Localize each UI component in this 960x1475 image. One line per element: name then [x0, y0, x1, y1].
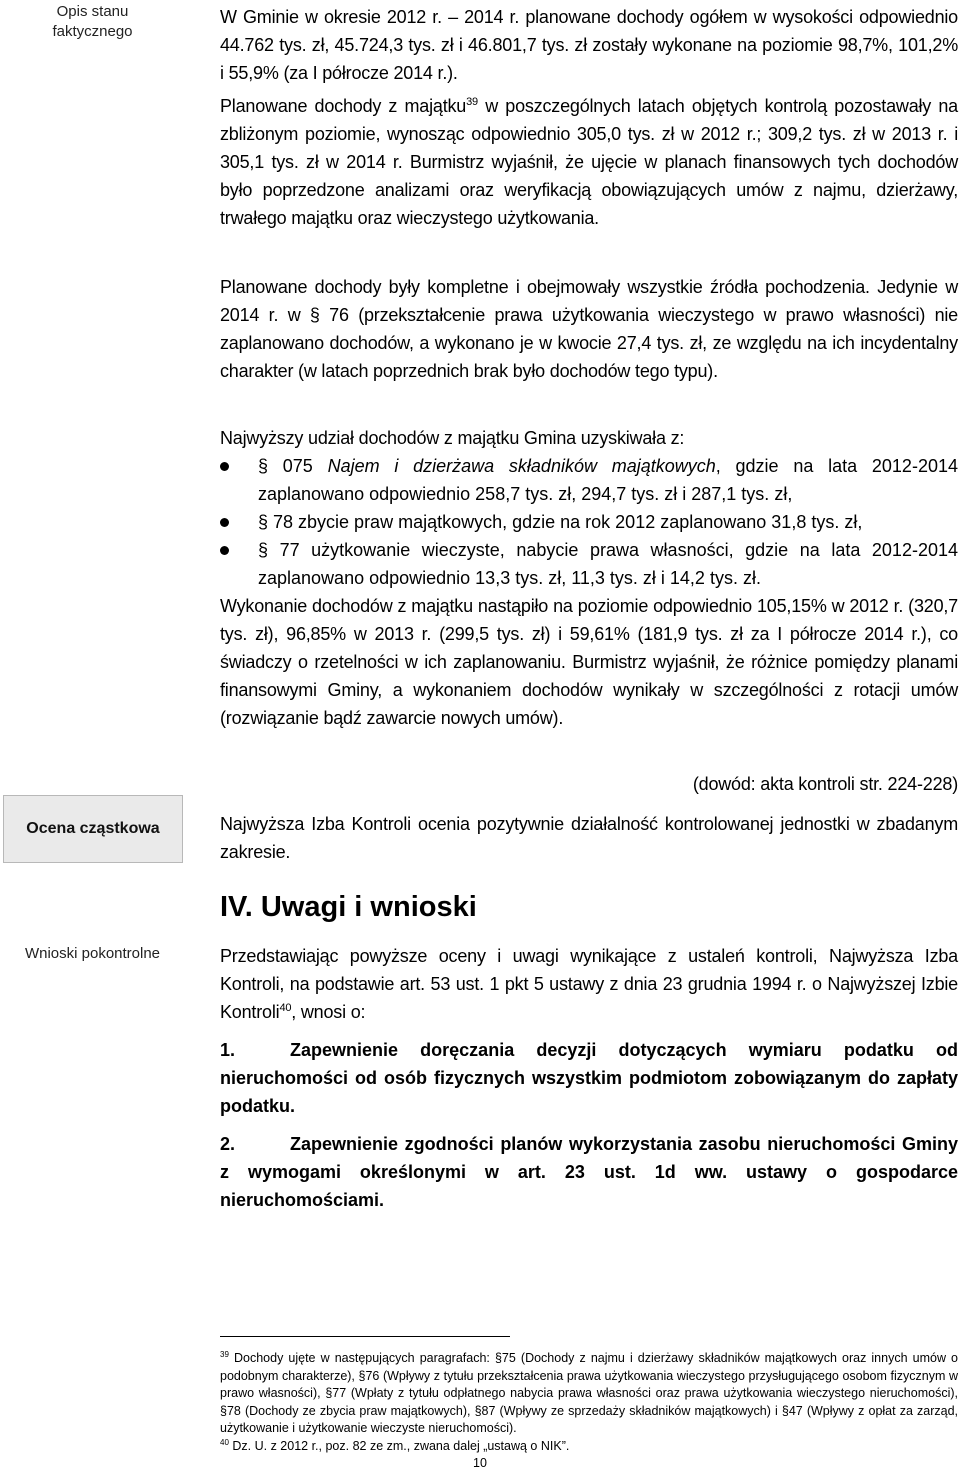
bullet-icon: [220, 518, 229, 527]
evidence-reference: (dowód: akta kontroli str. 224-228): [692, 774, 958, 794]
paragraph-property-income: [220, 92, 958, 232]
footnote-ref-40: 40: [279, 1002, 292, 1014]
list-item-text: § 78 zbycie praw majątkowych, gdzie na rok 2012 zaplanowano 31,8 tys. zł,: [258, 512, 863, 532]
conclusion-number: 1.: [220, 1040, 236, 1060]
sidebar-label-partial-assessment: Ocena cząstkowa: [3, 795, 183, 863]
conclusion-text: Zapewnienie doręczania decyzji dotyczących wymiaru podatku od nieruchomości od osób fizycznych wszystkim podmiotom zobowiązanym do zapłaty podatku.: [220, 1040, 958, 1116]
list-item-text: § 77 użytkowanie wieczyste, nabycie prawa własności, gdzie na lata 2012-2014 zaplanowano odpowiednio 13,3 tys. zł, 11,3 tys. zł i 14,2 tys. zł.: [258, 540, 958, 588]
text: Planowane dochody z majątku: [220, 96, 467, 116]
paragraph-income-total: W Gminie w okresie 2012 r. – 2014 r. planowane dochody ogółem w wysokości odpowiednio 44.762 tys. zł, 45.724,3 tys. zł i 46.801,7 tys. zł zostały wykonane na poziomie 98,7%, 101,2% i 55,9% (za I półrocze 2014 r.).: [220, 7, 958, 83]
conclusion-text: Zapewnienie zgodności planów wykorzystania zasobu nieruchomości Gminy z wymogami określonymi w art. 23 ust. 1d ww. ustawy o gospodarce nieruchomościami.: [220, 1134, 958, 1210]
conclusion-item-1: [220, 1036, 958, 1120]
section-heading: IV. Uwagi i wnioski: [220, 891, 477, 923]
paragraph-nik-request: Przedstawiając powyższe oceny i uwagi wynikające z ustaleń kontroli, Najwyższa Izba Kontroli, na podstawie art. 53 ust. 1 pkt 5 ustawy z dnia 23 grudnia 1994 r. o Najwyższej Izbie Kontroli$^{40}$, wnosi o:: [220, 946, 958, 1022]
footnote-separator: [220, 1336, 510, 1337]
paragraph-execution: Wykonanie dochodów z majątku nastąpiło na poziomie odpowiednio 105,15% w 2012 r. (320,7 tys. zł), 96,85% w 2013 r. (299,5 tys. zł) i 59,61% (181,9 tys. zł za I półrocze 2014 r.), co świadczy o rzetelności w ich zaplanowaniu. Burmistrz wyjaśnił, że różnice pomiędzy planami finansowymi Gminy, a wykonaniem dochodów wynikały w szczególności z rotacji umów (rozwiązanie bądź zawarcie nowych umów).: [220, 596, 958, 728]
footnote-40: $^{40}$ Dz. U. z 2012 r., poz. 82 ze zm., zwana dalej „ustawą o NIK”.: [220, 1437, 570, 1453]
page-number: 10: [473, 1456, 487, 1470]
text: w poszczególnych latach objętych kontrolą pozostawały na zbliżonym poziomie, wynosząc odpowiednio 305,0 tys. zł w 2012 r.; 309,2 tys. zł w 2013 r. i 305,1 tys. zł w 2014 r. Burmistrz wyjaśnił, że ujęcie w planach finansowych tych dochodów było poprzedzone analizami oraz weryfikacją obowiązujących umów z najmu, dzierżawy, trwałego majątku oraz wieczystego użytkowania.: [220, 96, 958, 228]
bullet-icon: [220, 546, 229, 555]
paragraph-assessment: Najwyższa Izba Kontroli ocenia pozytywnie działalność kontrolowanej jednostki w zbadanym zakresie.: [220, 814, 958, 862]
sidebar-label-conclusions: Wnioski pokontrolne: [24, 945, 161, 962]
paragraph-planned-complete: Planowane dochody były kompletne i obejmowały wszystkie źródła pochodzenia. Jedynie w 2014 r. w § 76 (przekształcenie prawa użytkowania wieczystego w prawo własności) nie zaplanowano dochodów, a wykonano je w kwocie 27,4 tys. zł, ze względu na ich incydentalny charakter (w latach poprzednich brak było dochodów tego typu).: [220, 277, 958, 381]
conclusion-item-2: [220, 1130, 958, 1214]
footnote-ref-39: 39: [466, 96, 478, 108]
footnote-39: $^{39}$ Dochody ujęte w następujących paragrafach: §75 (Dochody z najmu i dzierżawy składników majątkowych oraz innych umów o podobnym charakterze), §76 (Wpływy z tytułu przekształcenia prawa użytkowania wieczystego przysługującego osobom fizycznym w prawo własności), §77 (Wpłaty z tytułu odpłatnego nabycia prawa własności oraz prawa użytkowania wieczystego nieruchomości), §78 (Dochody ze zbycia praw majątkowych), §87 (Wpływy ze sprzedaży składników majątkowych) i §47 (Wpływy z opłat za zarząd, użytkowanie i użytkowanie wieczyste nieruchomości).: [220, 1349, 958, 1435]
bullet-icon: [220, 462, 229, 471]
list-item-text: § 075 Najem i dzierżawa składników majątkowych, gdzie na lata 2012-2014 zaplanowano odpowiednio 258,7 tys. zł, 294,7 tys. zł i 287,1 tys. zł,: [258, 456, 958, 504]
sidebar-label-facts: Opis stanu faktycznego: [52, 3, 133, 40]
paragraph-highest-share: Najwyższy udział dochodów z majątku Gmina uzyskiwała z:: [220, 428, 685, 448]
conclusion-number: 2.: [220, 1134, 236, 1154]
